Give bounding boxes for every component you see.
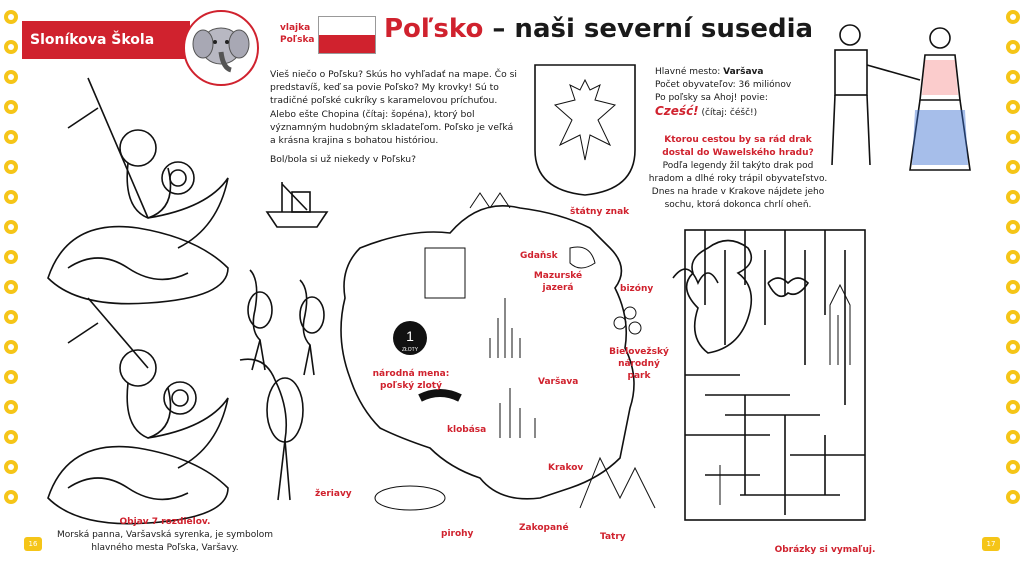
folk-couple-illustration (810, 20, 980, 190)
polish-flag (318, 16, 376, 54)
right-floral-border (1002, 0, 1024, 573)
page-number-right: 17 (982, 537, 1000, 551)
boat-icon (262, 172, 332, 232)
left-floral-border (0, 0, 22, 573)
intro-text (270, 68, 520, 172)
label-cranes: žeriavy (315, 489, 352, 499)
intro-question: Bol/bola si už niekedy v Poľsku? (270, 154, 416, 166)
label-lakes: Mazurské jazerá (533, 271, 583, 293)
page-number-left: 16 (24, 537, 42, 551)
country-facts: Hlavné mesto: Varšava Počet obyvateľov: 36 miliónov Po poľsky sa Ahoj! povie: Cześć! (čítaj: čéšč!) (655, 67, 792, 118)
label-currency: národná mena: poľský zlotý (372, 369, 450, 391)
label-forest: Bielovežský národný park (609, 347, 669, 381)
label-tatras: Tatry (600, 532, 626, 542)
label-emblem: štátny znak (570, 207, 630, 217)
label-sausage: klobása (447, 425, 487, 435)
coloring-caption: Obrázky si vymaľuj. (774, 545, 876, 555)
label-krakow: Krakov (548, 463, 584, 473)
flag-label: vlajka Poľska (280, 23, 315, 45)
polish-emblem-icon (530, 60, 640, 200)
intro-paragraph: Vieš niečo o Poľsku? Skús ho vyhľadať na mape. Čo si predstavíš, keď sa povie Poľsko? My krovky! Sú to tradičné poľské cukríky s karamelovou príchuťou. Alebo ešte Chopina (čítaj: šopéna), ktorý bol významným hudobným skladateľom. Poľsko je veľká a krásna krajina s bohatou históriou. (270, 69, 517, 147)
dragon-question: Ktorou cestou by sa rád drak dostal do Wawelského hradu? Podľa legendy žil takýto drak pod hradom a dlhé roky trápil obyvateľstvo. Dnes na hrade v Krakove nájdete jeho sochu, ktorá dokonca chrlí oheň. (648, 135, 828, 210)
coin-text: ZŁOTY (401, 347, 419, 353)
differences-caption: Objav 7 rozdielov. Morská panna, Varšavská syrenka, je symbolom hlavného mesta Poľska, Varšavy. (56, 517, 273, 553)
page-title: Poľsko – naši severní susedia (384, 14, 814, 44)
maze-puzzle[interactable] (680, 225, 870, 525)
label-zakopane: Zakopané (519, 523, 569, 533)
brand-banner: Sloníkova Škola (22, 21, 190, 59)
label-gdansk: Gdaňsk (520, 251, 558, 261)
label-bison: bizóny (620, 284, 654, 294)
label-pierogi: pirohy (441, 529, 474, 539)
mermaid-illustrations (28, 68, 248, 538)
coin-value: 1 (406, 328, 414, 344)
label-warsaw: Varšava (538, 377, 579, 387)
